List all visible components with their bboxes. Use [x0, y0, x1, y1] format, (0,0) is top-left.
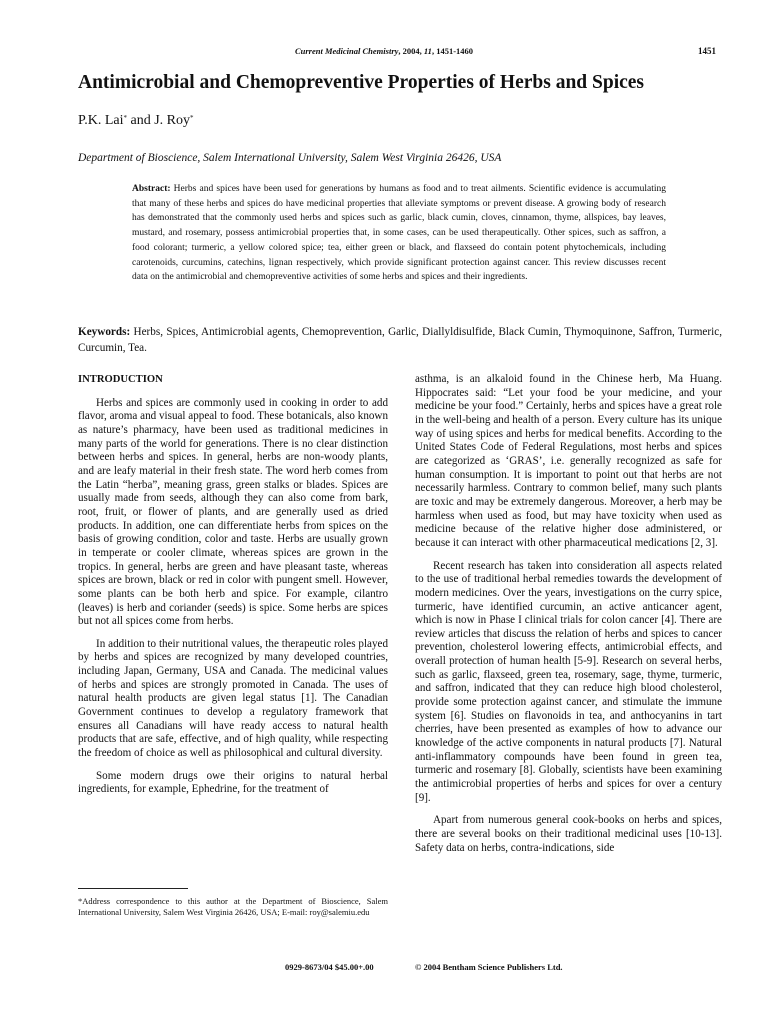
section-heading: INTRODUCTION	[78, 374, 163, 385]
copyright: © 2004 Bentham Science Publishers Ltd.	[415, 962, 563, 972]
body-column-left	[78, 373, 388, 806]
keywords	[78, 325, 722, 357]
article-title: Antimicrobial and Chemopreventive Properties of Herbs and Spices	[78, 72, 645, 93]
corresponding-mark: *	[123, 114, 127, 122]
paragraph: In addition to their nutritional values, the therapeutic roles played by herbs and spices are recognized by many developed countries, including Japan, Germany, USA and Canada. The medicinal values of herbs and spices are strongly promoted in Canada. The uses of natural health products are given legal status [1]. The Canadian Government continues to develop a regulatory framework that ensures all Canadians will have ready access to natural health products that are safe, effective, and of high quality, while respecting the freedom of choice as well as philosophical and cultural diversity.	[78, 637, 388, 760]
author-list	[78, 113, 194, 129]
journal-header: Current Medicinal Chemistry, 2004, 11, 1451-1460	[294, 46, 474, 56]
paragraph: Apart from numerous general cook-books on herbs and spices, there are several books on their traditional medicinal uses [10-13]. Safety data on herbs, contra-indications, side	[415, 814, 722, 854]
journal-year: 2004	[402, 46, 420, 56]
journal-pages: 1451-1460	[436, 46, 474, 56]
corresponding-mark: *	[190, 114, 194, 122]
affiliation: Department of Bioscience, Salem International University, Salem West Virginia 26426, USA	[78, 152, 502, 164]
paragraph: asthma, is an alkaloid found in the Chinese herb, Ma Huang. Hippocrates said: “Let your food be your medicine, and your medicine be your food.” Certainly, herbs and spices have a great role in the well-being and health of a person. Every culture has its unique way of using spices and herbs for medical benefits. According to the United States Code of Federal Regulations, most herbs and spices are categorized as ‘GRAS’, i.e. generally recognized as safe for human consumption. It is important to point out that herbs are not necessarily harmless. Contrary to common belief, many such plants are toxic and may be extremely dangerous. Moreover, a herb may be harmless when used as food, but may have toxicity when used as medicine because of the relative higher dose administered, or because it can interact with other pharmaceutical medications [2, 3].	[415, 373, 722, 549]
body-column-right	[415, 373, 722, 864]
footnote-rule	[78, 888, 188, 889]
paragraph: Recent research has taken into consideration all aspects related to the use of traditional herbal remedies towards the development of modern medicines. Over the years, investigations on the curry spice, turmeric, have identified curcumin, an active anticancer agent, which is now in Phase I clinical trials for colon cancer [4]. There are review articles that discuss the relation of herbs and spices to cancer prevention, cholesterol lowering effects, antimicrobial effects, and overall protection of human health [5-9]. Research on several herbs, such as garlic, flaxseed, green tea, rosemary, sage, thyme, turmeric, and saffron, indicated that they can reduce high blood cholesterol, provide some protection against cancer, and stimulate the immune system [6]. Studies on flavonoids in tea, and anthocyanins in tart cherries, have been presented as examples of how to advance our knowledge of the active components in natural products [7]. Natural anti-inflammatory compounds have been found in green tea, turmeric and rosemary [8]. Globally, scientists have been examining the antimicrobial properties of herbs and spices for over a century [9].	[415, 559, 722, 804]
abstract	[132, 182, 666, 285]
abstract-text: Herbs and spices have been used for generations by humans as food and to treat ailments. Scientific evidence is accumulating that many of these herbs and spices do have medicinal properties that alleviate symptoms or prevent disease. A growing body of research has demonstrated that the commonly used herbs and spices such as garlic, black cumin, cloves, cinnamon, thyme, allspices, bay leaves, mustard, and rosemary, possess antimicrobial properties that, in some cases, can be used therapeutically. Other spices, such as saffron, a food colorant; turmeric, a yellow colored spice; tea, either green or black, and flaxseed do contain potent phytochemicals, including carotenoids, curcumins, catechins, lignan respectively, which provide significant protection against cancer. This review discusses recent data on the antimicrobial and chemopreventive activities of some herbs and spices and their ingredients.	[132, 184, 666, 283]
issn-price: 0929-8673/04 $45.00+.00	[285, 962, 374, 972]
author-name: and J. Roy	[127, 113, 190, 128]
page-number: 1451	[698, 46, 716, 56]
author-name: P.K. Lai	[78, 113, 124, 128]
keywords-text: Herbs, Spices, Antimicrobial agents, Chemoprevention, Garlic, Diallyldisulfide, Black Cumin, Thymoquinone, Saffron, Turmeric, Curcumin, Tea.	[78, 326, 722, 354]
paragraph: Herbs and spices are commonly used in cooking in order to add flavor, aroma and visual appeal to food. These botanicals, also known as nature’s pharmacy, have been used as traditional medicines in many parts of the world for generations. There is no clear distinction between herbs and spices. In general, herbs are non-woody plants, and are leafy material in their fresh state. The word herb comes from the Latin “herba”, meaning grass, green stalks or blades. Spices are usually made from seeds, although they can also come from bark, root, fruit, or flower of plants, and are generally used as dried products. In addition, one can differentiate herbs from spices on the basis of growing condition, color and taste. Herbs are usually grown in temperate or cooler climate, whereas spices are grown in the tropics. In general, herbs are green and have pleasant taste, whereas spices are brown, black or red in color with pungent smell. However, some plants can be both herb and spice. For example, cilantro (leaves) is herb and coriander (seeds) is spice. Some herbs are spices but not all spices come from herbs.	[78, 396, 388, 628]
abstract-label: Abstract:	[132, 184, 171, 194]
footnote: *Address correspondence to this author at the Department of Bioscience, Salem International University, Salem West Virginia 26426, USA; E-mail: roy@salemiu.edu	[78, 896, 388, 917]
keywords-label: Keywords:	[78, 326, 131, 338]
journal-volume: 11	[423, 46, 432, 56]
paragraph: Some modern drugs owe their origins to natural herbal ingredients, for example, Ephedrine, for the treatment of	[78, 769, 388, 796]
journal-name: Current Medicinal Chemistry	[294, 46, 399, 56]
